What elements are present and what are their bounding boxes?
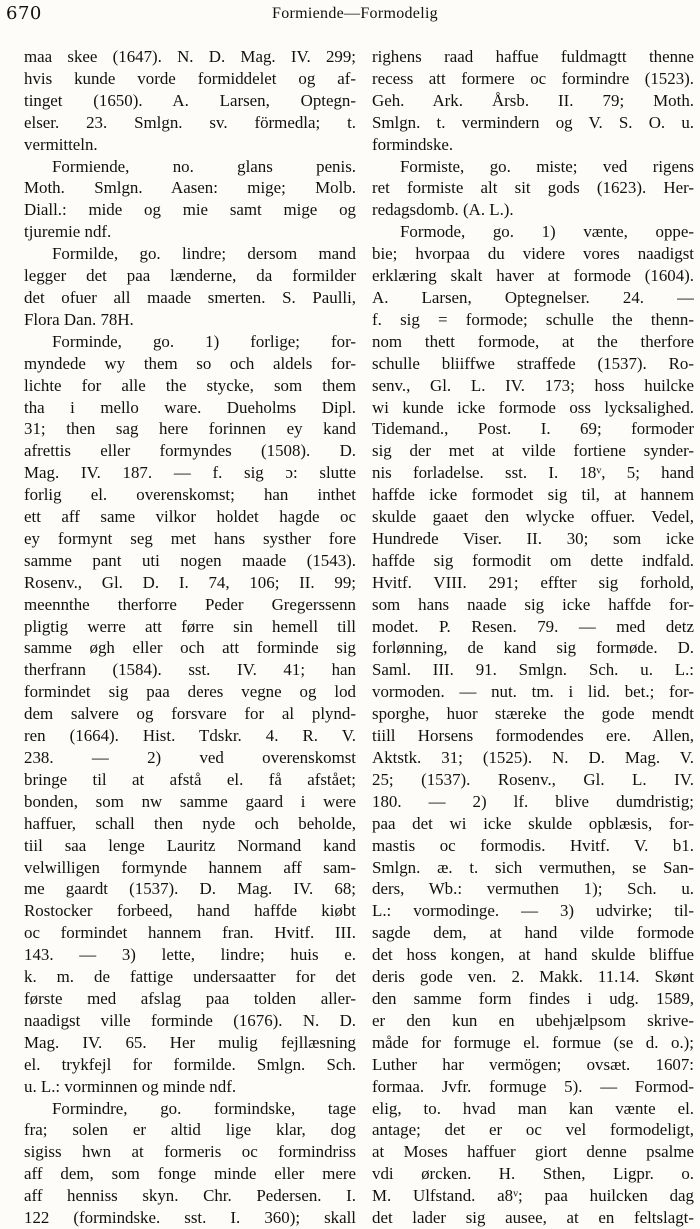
text-line: ret formiste alt sit gods (1623). Her- xyxy=(372,178,694,198)
text-line: måde for formuge el. formue (se d. o.); xyxy=(372,1032,694,1052)
text-line: velwilligen formynde hannem aff sam- xyxy=(24,857,356,877)
text-line: at Moses haffuer giort denne psalme xyxy=(372,1142,694,1162)
text-line: me gaardt (1537). D. Mag. IV. 68; xyxy=(24,879,356,899)
text-line: Hundrede Viser. II. 30; som icke xyxy=(372,528,694,548)
text-line: elser. 23. Smlgn. sv. förmedla; t. xyxy=(24,112,356,132)
text-line: Mag. IV. 187. — f. sig ɔ: slutte xyxy=(24,463,356,483)
text-line: paa det wi icke skulde opblæsis, for- xyxy=(372,813,694,833)
text-line: 31; then sag here forinnen ey kand xyxy=(24,419,356,439)
text-line: lichte for alle the stycke, som them xyxy=(24,375,356,395)
text-line: deris gode ven. 2. Makk. 11.14. Skønt xyxy=(372,967,694,987)
text-line: sporghe, huor stæreke the gode mendt xyxy=(372,704,694,724)
text-line: vermitteln. xyxy=(24,134,98,154)
text-line: Formilde, go. lindre; dersom mand xyxy=(52,244,356,264)
text-line: 122 (formindske. sst. I. 360); skall xyxy=(24,1208,356,1228)
text-line: forlønning, de kand sig formøde. D. xyxy=(372,638,694,658)
text-line: som hans naade sig icke haffde for- xyxy=(372,594,694,614)
text-line: ett aff same vilkor holdet hagde oc xyxy=(24,507,356,527)
text-line: Flora Dan. 78H. xyxy=(24,309,134,329)
text-line: er den kun en ubehjælpsom skrive- xyxy=(372,1010,694,1030)
text-line: den samme form findes i udg. 1589, xyxy=(372,988,694,1008)
text-line: Forminde, go. 1) forlige; for- xyxy=(52,331,356,351)
text-line: Luther har vermögen; ovsæt. 1607: xyxy=(372,1054,694,1074)
text-line: haffuer, schall then nyde och beholde, xyxy=(24,813,356,833)
text-line: vormoden. — nut. tm. i lid. bet.; for- xyxy=(372,682,694,702)
right-text-column xyxy=(372,46,694,1229)
text-line: Rosenv., Gl. D. I. 74, 106; II. 99; xyxy=(24,572,356,592)
text-line: haffde icke formodet sig til, at hannem xyxy=(372,485,694,505)
text-line: hvis kunde vorde formiddelet og af- xyxy=(24,68,356,88)
text-line: samme pant uti nogen maade (1543). xyxy=(24,550,356,570)
page-header xyxy=(0,3,700,27)
text-line: sagde dem, at hand vilde formode xyxy=(372,923,694,943)
text-line: therfrann (1584). sst. IV. 41; han xyxy=(24,660,356,680)
text-line: pligtig werre att førre sin hemell till xyxy=(24,616,356,636)
text-line: maa skee (1647). N. D. Mag. IV. 299; xyxy=(24,47,356,66)
text-line: tjuremie ndf. xyxy=(24,222,112,242)
text-line: det hoss kongen, at hand skulde bliffue xyxy=(372,945,694,965)
text-line: vdi ørcken. H. Sthen, Ligpr. o. xyxy=(372,1164,694,1184)
text-line: fra; solen er altid lige klar, dog xyxy=(24,1120,356,1140)
text-line: Smlgn. t. vermindern og V. S. O. u. xyxy=(372,112,694,132)
text-line: nom thett formode, at the therfore xyxy=(372,331,694,351)
text-line: Mag. IV. 65. Her mulig fejllæsning xyxy=(24,1032,356,1052)
text-line: 180. — 2) lf. blive dumdristig; xyxy=(372,791,694,811)
text-line: elig, to. hvad man kan vænte el. xyxy=(372,1098,694,1118)
text-line: aff henniss skyn. Chr. Pedersen. I. xyxy=(24,1186,356,1206)
text-line: Formindre, go. formindske, tage xyxy=(52,1098,356,1118)
text-line: ren (1664). Hist. Tdskr. 4. R. V. xyxy=(24,726,356,746)
text-line: afrettis eller formyndes (1508). D. xyxy=(24,441,356,461)
text-line: Smlgn. æ. t. sich vermuthen, se San- xyxy=(372,857,694,877)
text-line: redagsdomb. (A. L.). xyxy=(372,200,514,220)
text-line: Diall.: mide og mie samt mige og xyxy=(24,200,356,220)
text-line: oc formindet hannem fran. Hvitf. III. xyxy=(24,923,356,943)
text-line: 25; (1537). Rosenv., Gl. L. IV. xyxy=(372,769,694,789)
text-line: 143. — 3) lette, lindre; huis e. xyxy=(24,945,356,965)
text-line: Saml. III. 91. Smlgn. Sch. u. L.: xyxy=(372,660,694,680)
text-line: legger det paa lænderne, da formilder xyxy=(24,266,356,286)
page-number: 670 xyxy=(6,3,42,24)
text-line: Formiste, go. miste; ved rigens xyxy=(400,156,694,176)
text-line: formindet sig paa deres vegne og lod xyxy=(24,682,356,702)
text-line: haffde sig formodit om dette indfald. xyxy=(372,550,694,570)
text-line: skulde gaaet den wlycke offuer. Vedel, xyxy=(372,507,694,527)
running-title: Formiende—Formodelig xyxy=(272,5,438,22)
text-line: M. Ulfstand. a8ᵛ; paa huilcken dag xyxy=(372,1186,694,1206)
text-line: mastis oc formodis. Hvitf. V. b1. xyxy=(372,835,694,855)
text-line: det lader sig ausee, at en feltslagt- xyxy=(372,1208,694,1228)
text-line: tinget (1650). A. Larsen, Optegn- xyxy=(24,90,356,110)
text-line: formindske. xyxy=(372,134,454,154)
text-line: Moth. Smlgn. Aasen: mige; Molb. xyxy=(24,178,356,198)
text-line: A. Larsen, Optegnelser. 24. — xyxy=(372,287,694,307)
text-line: righens raad haffue fuldmagtt thenne xyxy=(372,47,694,66)
text-line: Formode, go. 1) vænte, oppe- xyxy=(400,222,694,242)
text-line: formaa. Jvfr. formuge 5). — Formod- xyxy=(372,1076,694,1096)
text-line: L.: vormodinge. — 3) udvirke; til- xyxy=(372,901,694,921)
text-line: erklæring skalt haver at formode (1604). xyxy=(372,266,694,286)
text-line: Aktstk. 31; (1525). N. D. Mag. V. xyxy=(372,748,694,767)
text-line: sigiss hwn at formeris oc formindriss xyxy=(24,1142,356,1162)
text-line: forlig el. overenskomst; han inthet xyxy=(24,485,356,505)
text-line: bie; hvorpaa du videre vores naadigst xyxy=(372,244,694,264)
text-line: Rostocker forbeed, hand haffde kiøbt xyxy=(24,901,356,921)
text-line: Tidemand., Post. I. 69; formoder xyxy=(372,419,694,439)
text-line: schulle bliiffwe straffede (1537). Ro- xyxy=(372,353,694,373)
text-line: dem salvere og forsvare for al plynd- xyxy=(24,704,356,724)
text-line: bringe til at afstå el. få afstået; xyxy=(24,769,356,789)
text-line: ders, Wb.: vermuthen 1); Sch. u. xyxy=(372,879,694,899)
left-text-column xyxy=(24,46,356,1229)
text-line: tiill Horsens formodendes ere. Allen, xyxy=(372,726,694,746)
text-line: det ofuer all maade smerten. S. Paulli, xyxy=(24,287,356,307)
text-line: antage; det er oc vel formodeligt, xyxy=(372,1120,694,1140)
text-line: tiil saa lenge Lauritz Normand kand xyxy=(24,835,356,855)
text-line: nis forladelse. sst. I. 18ᵛ, 5; hand xyxy=(372,463,694,483)
text-line: u. L.: vorminnen og minde ndf. xyxy=(24,1076,237,1096)
text-line: el. trykfejl for formilde. Smlgn. Sch. xyxy=(24,1054,356,1074)
text-line: meennthe therforre Peder Gregerssenn xyxy=(24,594,356,614)
text-line: ey formynt seg met hans systher fore xyxy=(24,528,356,548)
text-line: Geh. Ark. Årsb. II. 79; Moth. xyxy=(372,90,694,110)
text-line: modet. P. Resen. 79. — med detz xyxy=(372,616,694,636)
text-line: aff dem, som fonge minde eller mere xyxy=(24,1164,356,1184)
text-line: recess att formere oc formindre (1523). xyxy=(372,68,694,88)
text-line: 238. — 2) ved overenskomst xyxy=(24,748,356,767)
text-line: senv., Gl. L. IV. 173; hoss huilcke xyxy=(372,375,694,395)
text-line: Formiende, no. glans penis. xyxy=(52,156,356,176)
text-line: wi kunde icke formode oss lycksalighed. xyxy=(372,397,694,417)
text-line: myndede wy them so och aldels for- xyxy=(24,353,356,373)
text-line: bonden, som nw samme gaard i were xyxy=(24,791,356,811)
text-line: naadigst ville forminde (1676). N. D. xyxy=(24,1010,356,1030)
text-line: første med afslag paa tolden aller- xyxy=(24,988,356,1008)
text-line: k. m. de fattige undersaatter for det xyxy=(24,967,356,987)
text-line: samme øgh eller och att forminde sig xyxy=(24,638,356,658)
text-line: tha i mello ware. Dueholms Dipl. xyxy=(24,397,356,417)
text-line: f. sig = formode; schulle the thenn- xyxy=(372,309,694,329)
text-line: Hvitf. VIII. 291; effter sig forhold, xyxy=(372,572,694,592)
text-line: sig der met at vilde fortiene synder- xyxy=(372,441,694,461)
